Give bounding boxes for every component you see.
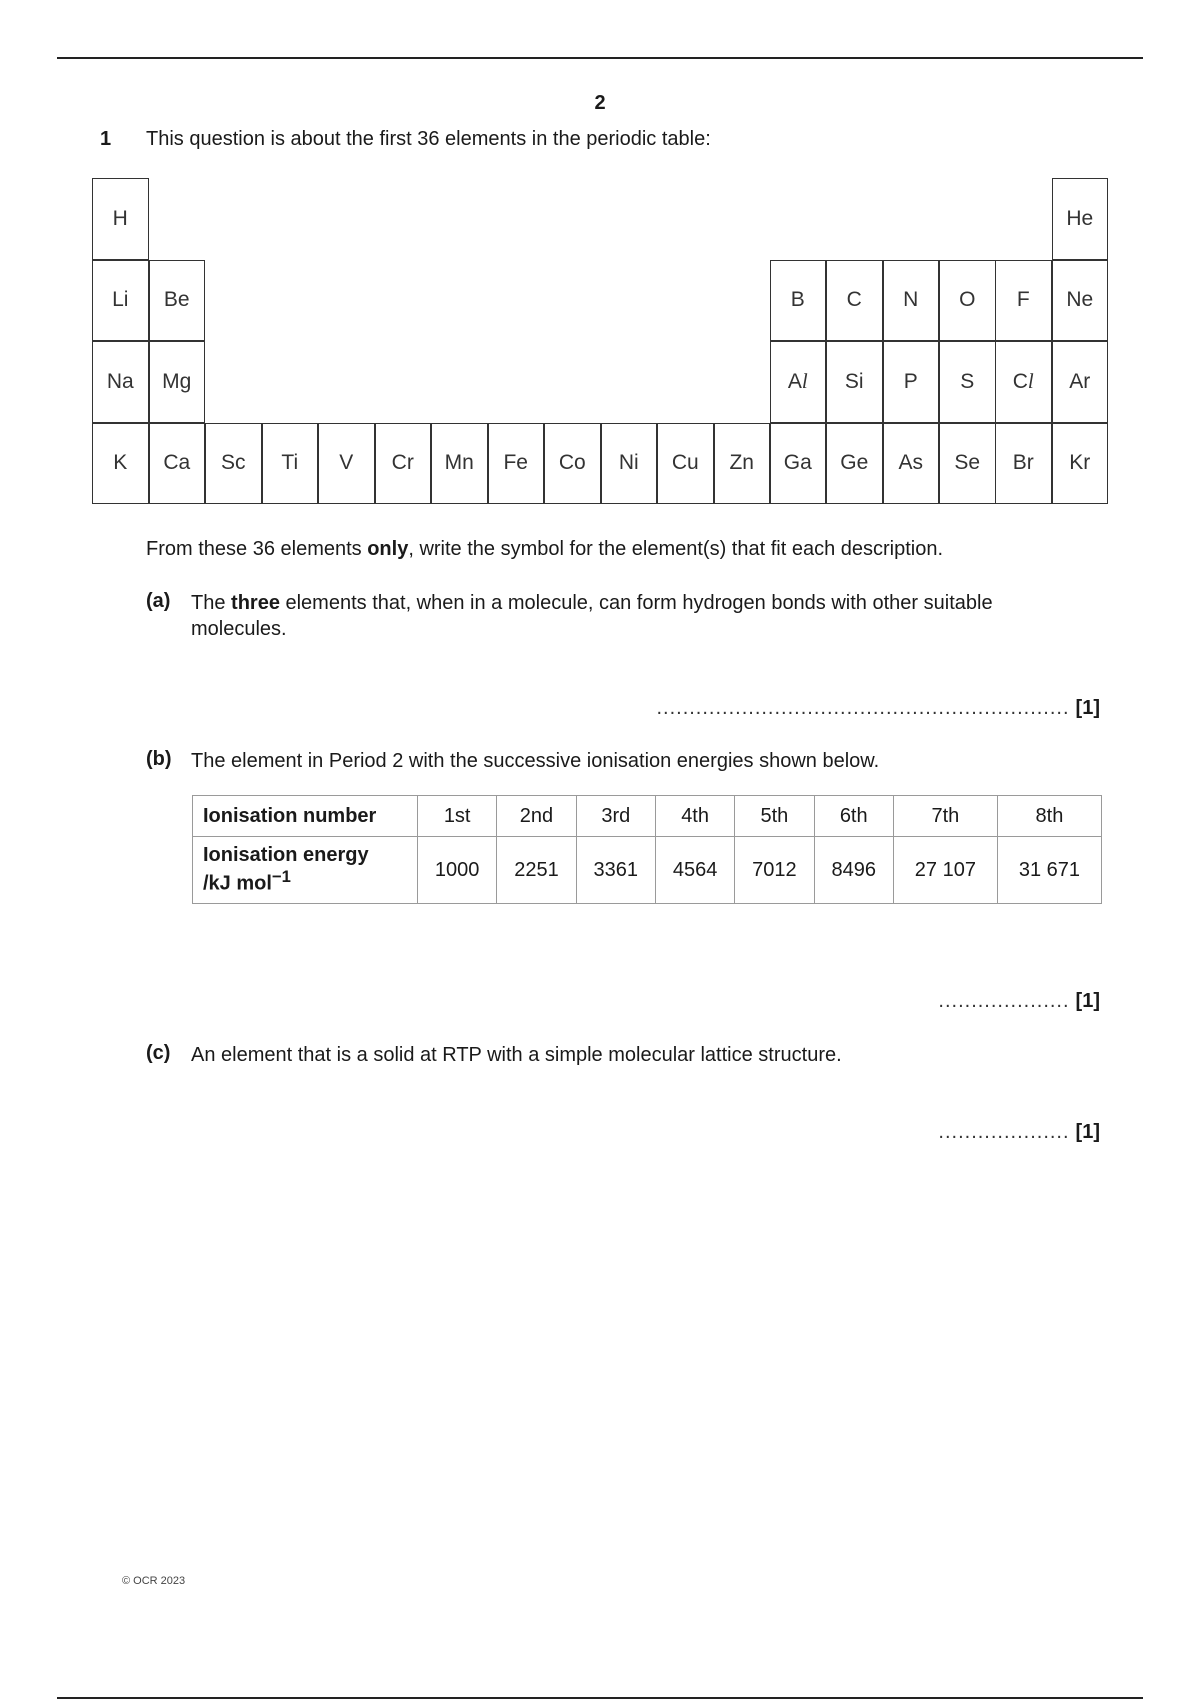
part-a-label: (a) [146, 590, 171, 612]
element-cell: V [318, 423, 375, 505]
element-cell: Co [544, 423, 601, 505]
part-a-answer-line[interactable] [656, 697, 1100, 720]
unit-superscript: −1 [271, 867, 291, 887]
element-cell: Ca [149, 423, 206, 505]
italic-letter: l [1027, 369, 1034, 394]
copyright-notice: © OCR 2023 [122, 1575, 186, 1587]
element-cell: Cu [657, 423, 714, 505]
element-symbol-cl: Cl [1012, 369, 1034, 394]
part-a-text [191, 590, 1091, 642]
element-cell: Ti [262, 423, 319, 505]
question-text: This question is about the first 36 elements in the periodic table: [146, 128, 711, 150]
bottom-rule [57, 1697, 1143, 1699]
part-a-emphasis: three [231, 592, 280, 614]
element-cell: Mn [431, 423, 488, 505]
element-cell [995, 341, 1052, 423]
table-cell: 3rd [576, 796, 655, 837]
element-cell: Se [939, 423, 996, 505]
element-symbol-al: Al [787, 369, 808, 394]
element-cell: As [883, 423, 940, 505]
italic-letter: l [801, 369, 808, 394]
element-cell: Fe [488, 423, 545, 505]
element-cell: Na [92, 341, 149, 423]
element-cell: C [826, 260, 883, 342]
element-cell: Ne [1052, 260, 1109, 342]
table-cell: 3361 [576, 837, 655, 904]
marks-label: [1] [1075, 697, 1100, 719]
table-cell: 1st [418, 796, 497, 837]
table-cell: 1000 [418, 837, 497, 904]
row-header-line: Ionisation energy [203, 844, 369, 867]
part-c-label: (c) [146, 1042, 171, 1064]
table-row [193, 796, 1102, 837]
table-cell: 31 671 [997, 837, 1101, 904]
row-header-unit [203, 867, 413, 896]
element-cell: Be [149, 260, 206, 342]
instruction-text [146, 538, 943, 561]
ionisation-energy-table [192, 795, 1102, 904]
part-a-text-part: The [191, 592, 232, 614]
element-cell: Si [826, 341, 883, 423]
table-cell: 8th [997, 796, 1101, 837]
table-cell: 2nd [497, 796, 576, 837]
part-b-text: The element in Period 2 with the successive ionisation energies shown below. [191, 750, 880, 772]
element-cell: Ga [770, 423, 827, 505]
element-cell: F [995, 260, 1052, 342]
row-header [193, 837, 418, 904]
element-cell: Mg [149, 341, 206, 423]
part-a-text-part: elements that, when in a molecule, can form hydrogen bonds with other suitable molecules. [191, 592, 993, 640]
element-cell: O [939, 260, 996, 342]
question-number: 1 [100, 128, 112, 150]
part-b-answer-line[interactable] [938, 990, 1100, 1013]
marks-label: [1] [1075, 990, 1100, 1012]
top-rule [57, 57, 1143, 59]
table-cell: 4th [655, 796, 734, 837]
row-header: Ionisation number [193, 796, 418, 837]
element-cell: Sc [205, 423, 262, 505]
instruction-text-part: From these 36 elements [146, 538, 368, 560]
table-cell: 27 107 [893, 837, 997, 904]
element-cell: H [92, 178, 149, 260]
table-cell: 7012 [735, 837, 814, 904]
table-row [193, 837, 1102, 904]
element-cell: B [770, 260, 827, 342]
table-cell: 2251 [497, 837, 576, 904]
unit-text: /kJ mol [203, 872, 272, 895]
element-cell: K [92, 423, 149, 505]
table-cell: 8496 [814, 837, 893, 904]
element-cell [770, 341, 827, 423]
table-cell: 6th [814, 796, 893, 837]
element-cell: N [883, 260, 940, 342]
element-cell: Li [92, 260, 149, 342]
marks-label: [1] [1075, 1121, 1100, 1143]
element-cell: Ge [826, 423, 883, 505]
part-c-answer-line[interactable] [938, 1121, 1100, 1144]
element-cell: Kr [1052, 423, 1109, 505]
part-c-text: An element that is a solid at RTP with a simple molecular lattice structure. [191, 1044, 842, 1066]
answer-dots: ............................................................... [656, 697, 1070, 719]
element-cell: Zn [714, 423, 771, 505]
instruction-emphasis: only [367, 538, 409, 560]
element-cell: Ni [601, 423, 658, 505]
table-cell: 4564 [655, 837, 734, 904]
part-b-label: (b) [146, 748, 172, 770]
element-cell: He [1052, 178, 1109, 260]
answer-dots: .................... [938, 990, 1070, 1012]
periodic-table [92, 178, 1108, 504]
page-number: 2 [594, 92, 606, 114]
table-cell: 5th [735, 796, 814, 837]
element-cell: P [883, 341, 940, 423]
answer-dots: .................... [938, 1121, 1070, 1143]
element-cell: Br [995, 423, 1052, 505]
element-cell: Ar [1052, 341, 1109, 423]
instruction-text-part: , write the symbol for the element(s) that fit each description. [408, 538, 944, 560]
element-cell: Cr [375, 423, 432, 505]
element-cell: S [939, 341, 996, 423]
table-cell: 7th [893, 796, 997, 837]
